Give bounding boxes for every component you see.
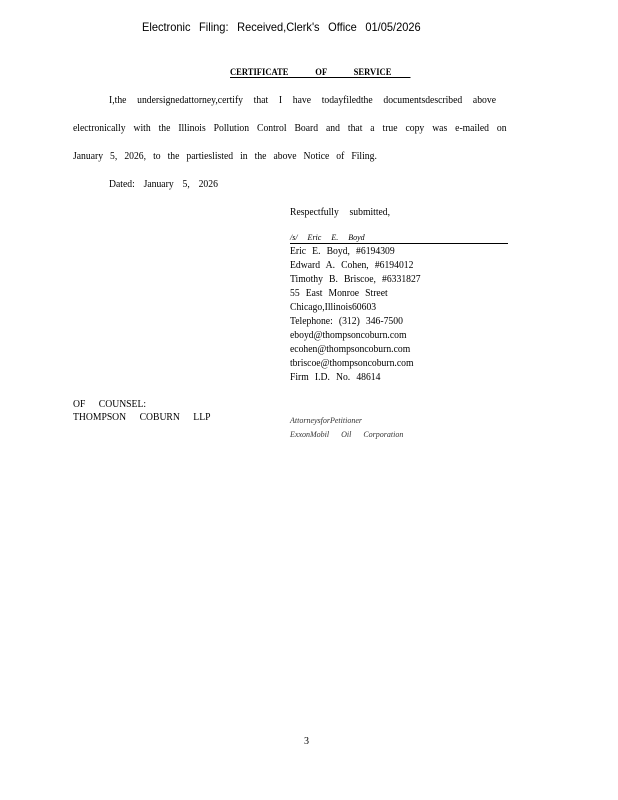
attorney-edward-cohen: Edward A. Cohen, #6194012 (290, 260, 414, 271)
page-number: 3 (304, 736, 309, 747)
address-street: 55 East Monroe Street (290, 288, 388, 299)
attorneys-for-block (290, 414, 403, 442)
attorney-eric-boyd: Eric E. Boyd, #6194309 (290, 246, 395, 257)
firm-id: Firm I.D. No. 48614 (290, 372, 381, 383)
closing-respectfully-submitted: Respectfully submitted, (290, 207, 391, 218)
attorneys-for-petitioner: AttorneysforPetitioner (290, 416, 362, 425)
of-counsel-block (73, 398, 210, 424)
certificate-body-line-1: I,the undersignedattorney,certify that I have todayfiledthe documentsdescribed above (109, 95, 497, 106)
email-eboyd: eboyd@thompsoncoburn.com (290, 330, 407, 341)
electronic-filing-header: Electronic Filing: Received,Clerk's Office 01/05/2026 (142, 20, 421, 34)
certificate-title: CERTIFICATE OF SERVICE (230, 67, 410, 78)
dated-line: Dated: January 5, 2026 (109, 179, 218, 190)
attorney-timothy-briscoe: Timothy B. Briscoe, #6331827 (290, 274, 421, 285)
telephone: Telephone: (312) 346-7500 (290, 316, 403, 327)
email-tbriscoe: tbriscoe@thompsoncoburn.com (290, 358, 414, 369)
address-city: Chicago,Illinois60603 (290, 302, 377, 313)
petitioner-name: ExxonMobil Oil Corporation (290, 430, 404, 439)
signature-line: /s/ Eric E. Boyd (290, 233, 508, 244)
email-ecohen: ecohen@thompsoncoburn.com (290, 344, 411, 355)
signature-block (290, 245, 421, 385)
certificate-body-line-2: electronically with the Illinois Pollution Control Board and that a true copy was e-mailed on (73, 123, 507, 134)
counsel-firm-name: THOMPSON COBURN LLP (73, 412, 211, 423)
of-counsel-label: OF COUNSEL: (73, 399, 147, 410)
certificate-body-line-3: January 5, 2026, to the partieslisted in the above Notice of Filing. (73, 151, 377, 162)
